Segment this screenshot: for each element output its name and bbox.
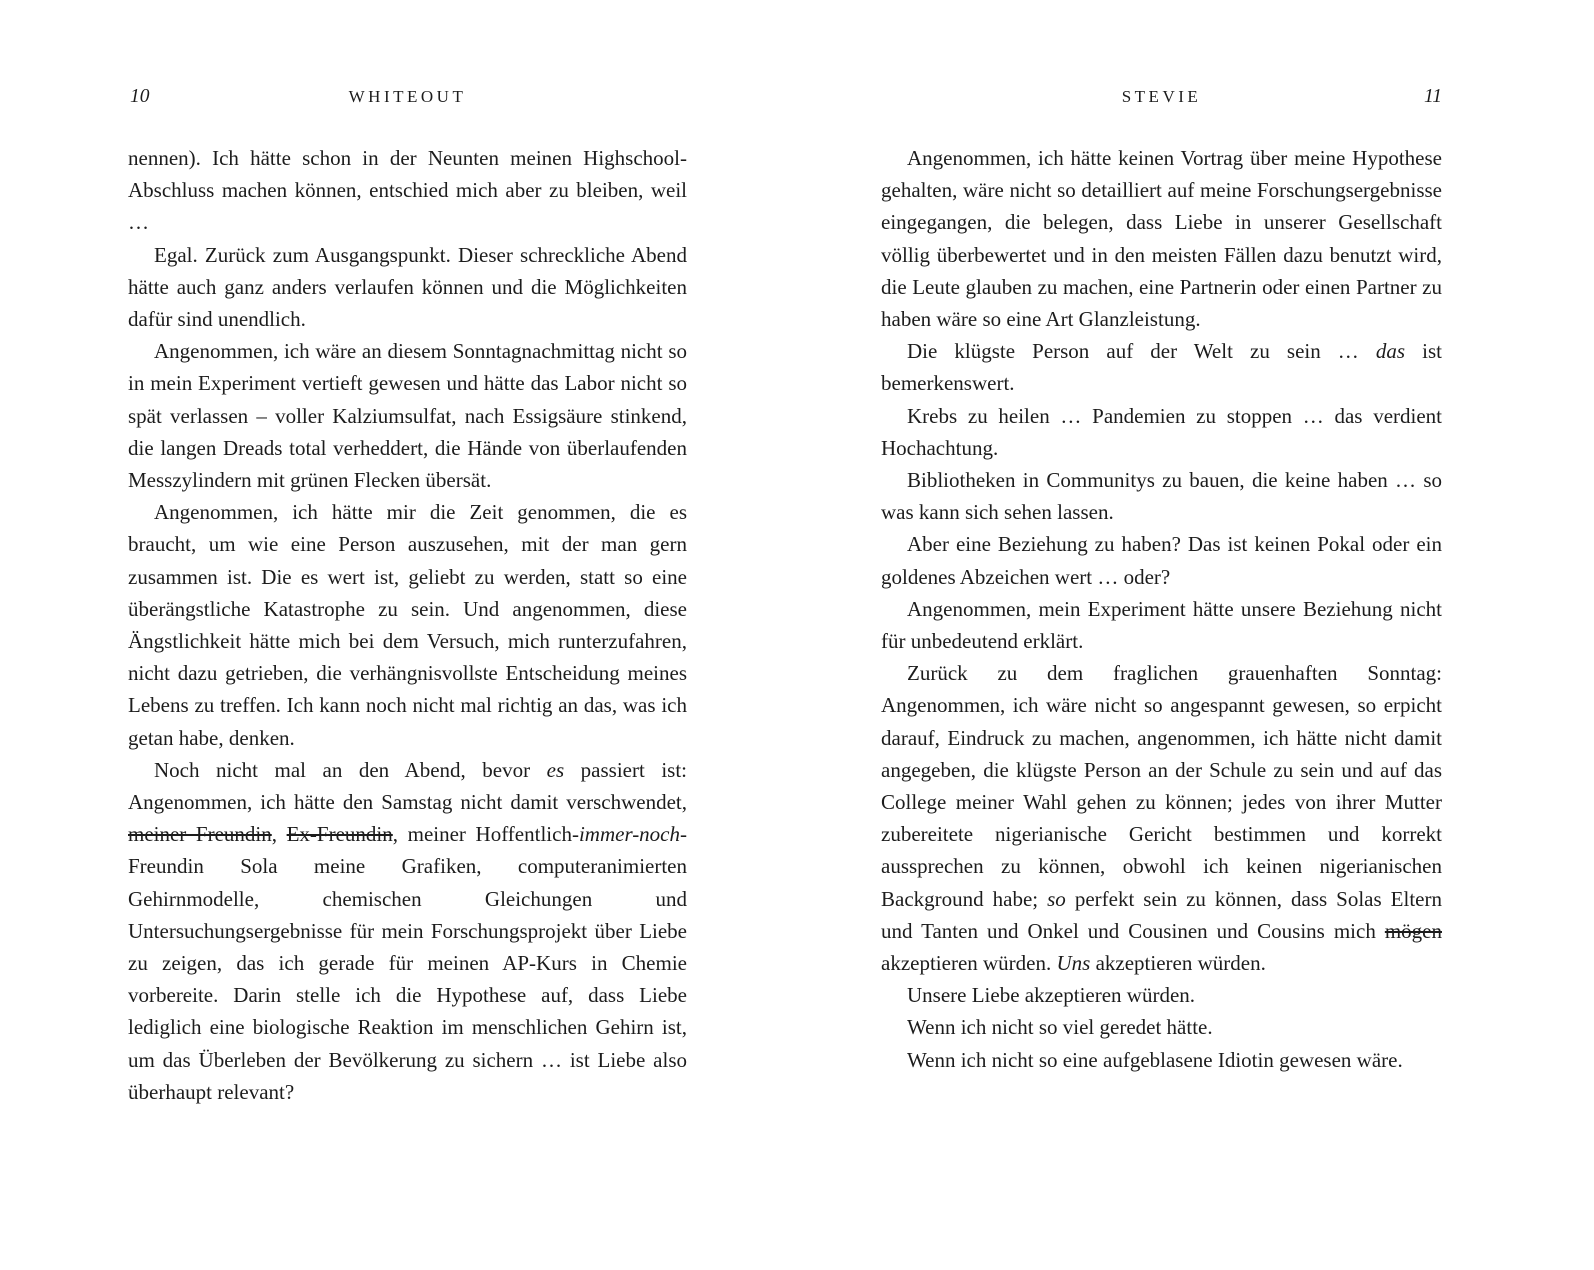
paragraph [128, 142, 687, 239]
paragraph [881, 593, 1442, 657]
text-run: Unsere Liebe akzeptieren würden. [907, 983, 1196, 1008]
page-header-left [128, 84, 687, 110]
text-run: akzeptieren würden. [1090, 951, 1266, 976]
text-run: Krebs zu heilen … Pandemien zu stoppen … das verdient Hochachtung. [881, 403, 1442, 460]
paragraph [881, 142, 1442, 335]
text-run: passiert ist: Angenommen, ich hätte den Samstag nicht damit verschwendet, [128, 757, 688, 815]
text-run: Angenommen, mein Experiment hätte unsere Beziehung nicht für unbedeutend erklärt. [881, 596, 1442, 654]
text-run: akzeptieren würden. [881, 951, 1057, 976]
text-run: ist bemerkenswert. [881, 339, 1442, 396]
paragraph [128, 335, 687, 496]
text-run: , [271, 822, 287, 847]
paragraph [881, 1044, 1442, 1076]
text-run: , meiner Hoffentlich- [392, 822, 579, 847]
paragraph [881, 979, 1442, 1011]
text-run: Zurück zu dem fraglichen grauenhaften Sonntag: Angenommen, ich wäre nicht so angespannt gewesen, so erpicht darauf, Eindruck zu machen, angenommen, ich hätte nicht damit angegeben, die klügste Person an der Schule zu sein und auf das College meiner Wahl gehen zu können; jedes von ihrer Mutter zubereitete nigerianische Gericht bestimmen und korrekt aussprechen zu können, obwohl ich keinen nigerianischen Background habe; [881, 661, 1442, 911]
strikethrough-run: mögen [1384, 918, 1442, 943]
text-run: Wenn ich nicht so viel geredet hätte. [907, 1015, 1213, 1040]
text-run: Bibliotheken in Communitys zu bauen, die keine haben … so was kann sich sehen lassen. [881, 468, 1442, 525]
page-right-body [881, 142, 1442, 1076]
italic-run: es [546, 757, 565, 782]
text-run: Aber eine Beziehung zu haben? Das ist keinen Pokal oder ein goldenes Abzeichen wert … oder? [881, 532, 1442, 589]
text-run: Noch nicht mal an den Abend, bevor [154, 757, 547, 782]
paragraph [881, 400, 1442, 464]
text-run: Wenn ich nicht so eine aufgeblasene Idiotin gewesen wäre. [907, 1047, 1403, 1072]
page-left [128, 0, 687, 1270]
text-run: -Freundin Sola meine Grafiken, computeranimierten Gehirnmodelle, chemischen Gleichungen und Untersuchungsergebnisse für mein Forschungsprojekt über Liebe zu zeigen, das ich gerade für meinen AP-Kurs in Chemie vorbereite. Darin stelle ich die Hypothese auf, dass Liebe lediglich eine biologische Reaktion im menschlichen Gehirn ist, um das Überleben der Bevölkerung zu sichern … ist Liebe also überhaupt relevant? [128, 822, 688, 1104]
page-number-left: 10 [130, 86, 150, 107]
paragraph [128, 496, 687, 754]
page-left-body [128, 142, 687, 1108]
italic-run: das [1375, 339, 1406, 364]
paragraph [881, 1011, 1442, 1043]
running-head-left: WHITEOUT [348, 87, 467, 106]
italic-run: Uns [1056, 951, 1091, 976]
text-run: Egal. Zurück zum Ausgangspunkt. Dieser schreckliche Abend hätte auch ganz anders verlaufen können und die Möglichkeiten dafür sind unendlich. [128, 242, 687, 332]
paragraph [128, 239, 687, 336]
italic-run: so [1047, 886, 1066, 911]
page-number-right: 11 [1423, 86, 1442, 107]
text-run: nennen). Ich hätte schon in der Neunten meinen Highschool-Abschluss machen können, entschied mich aber zu bleiben, weil … [128, 146, 687, 235]
italic-run: immer-noch [578, 822, 681, 847]
text-run: Die klügste Person auf der Welt zu sein … [907, 339, 1376, 364]
strikethrough-run: meiner Freundin [128, 822, 272, 847]
running-head-right: STEVIE [1121, 87, 1202, 106]
text-run: Angenommen, ich hätte keinen Vortrag über meine Hypothese gehalten, wäre nicht so detailliert auf meine Forschungsergebnisse eingegangen, die belegen, dass Liebe in unserer Gesellschaft völlig überbewertet und in den meisten Fällen dazu benutzt wird, die Leute glauben zu machen, eine Partnerin oder einen Partner zu haben wäre so eine Art Glanzleistung. [881, 146, 1442, 332]
page-right [881, 0, 1442, 1270]
paragraph [881, 335, 1442, 399]
text-run: Angenommen, ich wäre an diesem Sonntagnachmittag nicht so in mein Experiment vertieft gewesen und hätte das Labor nicht so spät verlassen – voller Kalziumsulfat, nach Essigsäure stinkend, die langen Dreads total verheddert, die Hände von überlaufenden Messzylindern mit grünen Flecken übersät. [128, 339, 687, 493]
strikethrough-run: Ex-Freundin [286, 822, 393, 847]
text-run: Angenommen, ich hätte mir die Zeit genommen, die es braucht, um wie eine Person auszusehen, mit der man gern zusammen ist. Die es wert ist, geliebt zu werden, statt so eine überängstliche Katastrophe zu sein. Und angenommen, diese Ängstlichkeit hätte mich bei dem Versuch, mich runterzufahren, nicht dazu getrieben, die verhängnisvollste Entscheidung meines Lebens zu treffen. Ich kann noch nicht mal richtig an das, was ich getan habe, denken. [128, 500, 687, 750]
paragraph [128, 754, 687, 1108]
paragraph [881, 464, 1442, 528]
page-header-right [881, 84, 1442, 110]
paragraph [881, 528, 1442, 592]
paragraph [881, 657, 1442, 979]
text-run: perfekt sein zu können, dass Solas Eltern und Tanten und Onkel und Cousinen und Cousins mich [881, 886, 1442, 943]
